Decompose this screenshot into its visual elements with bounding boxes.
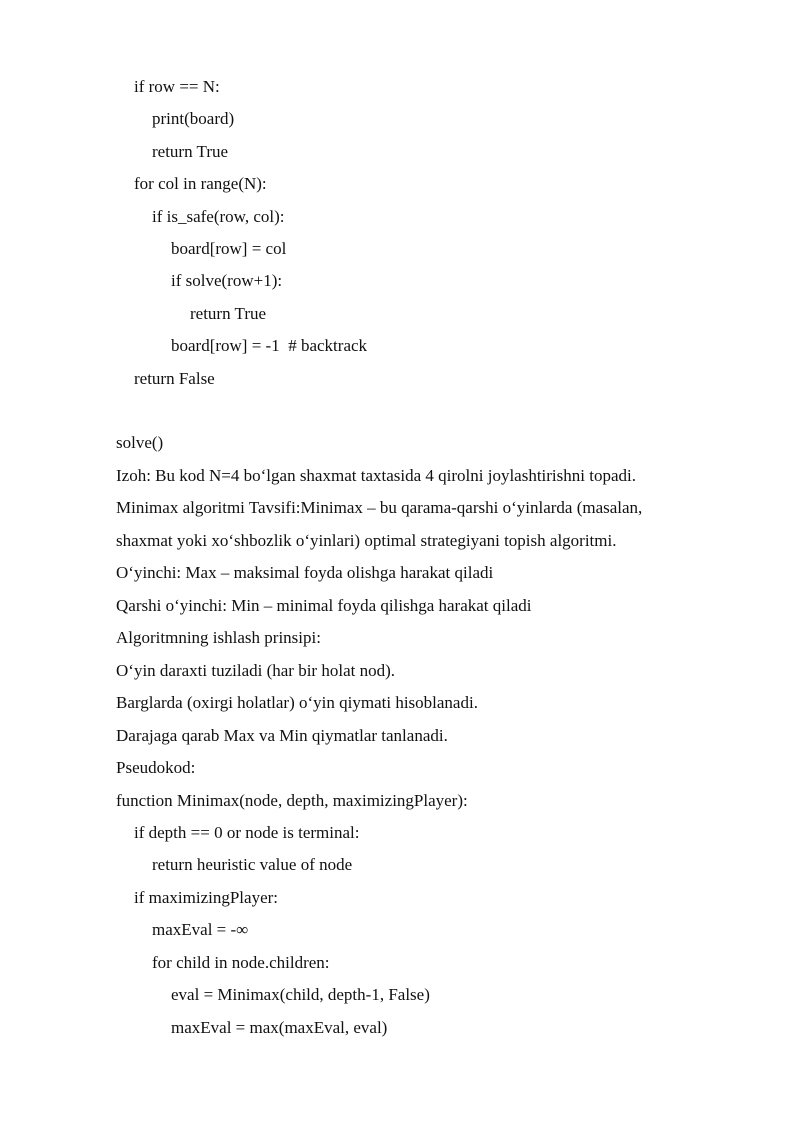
- code-line: for child in node.children:: [152, 953, 330, 972]
- code-line: return True: [190, 304, 267, 323]
- code-line: if solve(row+1):: [171, 271, 283, 290]
- code-line: if row == N:: [134, 77, 220, 96]
- code-line: maxEval = max(maxEval, eval): [171, 1018, 388, 1037]
- code-line: return False: [134, 369, 215, 388]
- paragraph-line: O‘yinchi: Max – maksimal foyda olishga harakat qiladi: [116, 563, 494, 582]
- code-line: return heuristic value of node: [152, 855, 353, 874]
- paragraph-line: Algoritmning ishlash prinsipi:: [116, 628, 321, 647]
- code-line: eval = Minimax(child, depth-1, False): [171, 985, 430, 1004]
- paragraph-line: solve(): [116, 433, 164, 452]
- paragraph-line: Barglarda (oxirgi holatlar) o‘yin qiymati hisoblanadi.: [116, 693, 478, 712]
- paragraph-line: Izoh: Bu kod N=4 bo‘lgan shaxmat taxtasida 4 qirolni joylashtirishni topadi.: [116, 466, 636, 485]
- paragraph-line: Darajaga qarab Max va Min qiymatlar tanlanadi.: [116, 726, 448, 745]
- code-line: print(board): [152, 109, 235, 128]
- paragraph-line: Minimax algoritmi Tavsifi:Minimax – bu qarama-qarshi o‘yinlarda (masalan,: [116, 498, 643, 517]
- code-line: function Minimax(node, depth, maximizingPlayer):: [116, 791, 468, 810]
- paragraph-line: shaxmat yoki xo‘shbozlik o‘yinlari) optimal strategiyani topish algoritmi.: [116, 531, 617, 550]
- code-line: if maximizingPlayer:: [134, 888, 278, 907]
- paragraph-line: O‘yin daraxti tuziladi (har bir holat nod).: [116, 661, 395, 680]
- code-line: for col in range(N):: [134, 174, 267, 193]
- code-line: board[row] = -1 # backtrack: [171, 336, 368, 355]
- code-line: if depth == 0 or node is terminal:: [134, 823, 360, 842]
- paragraph-line: Pseudokod:: [116, 758, 196, 777]
- code-line: board[row] = col: [171, 239, 287, 258]
- code-line: maxEval = -∞: [152, 920, 249, 939]
- code-line: if is_safe(row, col):: [152, 207, 285, 226]
- paragraph-line: Qarshi o‘yinchi: Min – minimal foyda qilishga harakat qiladi: [116, 596, 532, 615]
- code-line: return True: [152, 142, 229, 161]
